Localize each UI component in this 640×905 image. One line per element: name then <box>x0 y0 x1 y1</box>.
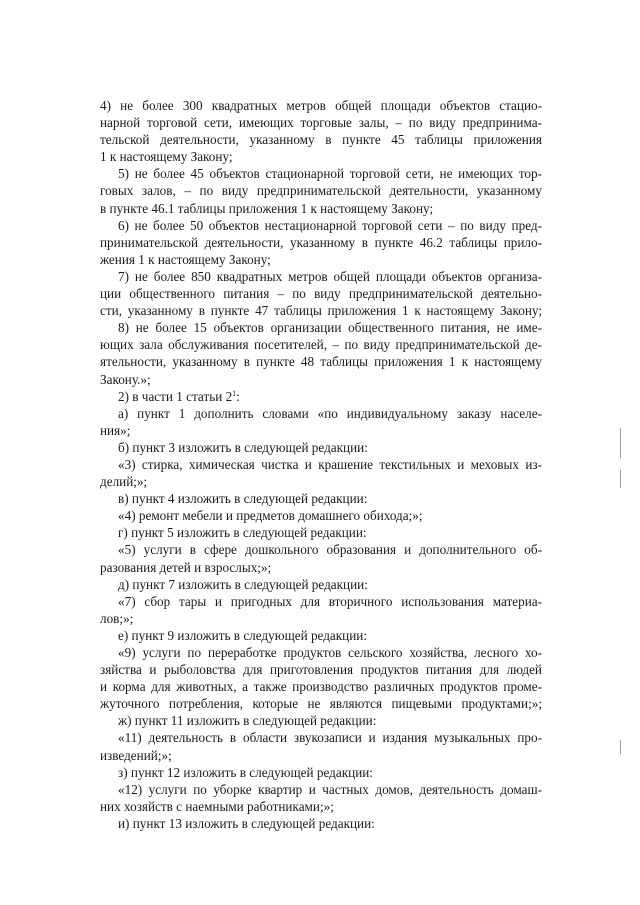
text-line <box>100 353 542 370</box>
line-text: в пункте 46.1 таблицы приложения 1 к настоящему Закону; <box>100 200 434 216</box>
text-line <box>100 781 542 798</box>
text-line <box>100 302 542 319</box>
line-text: з) пункт 12 изложить в следующей редакции: <box>118 764 373 780</box>
line-text: и корма для животных, а также производство различных продуктов проме- <box>100 679 542 695</box>
text-line <box>100 576 542 593</box>
text-line <box>100 371 542 388</box>
line-text: «4) ремонт мебели и предметов домашнего обихода;»; <box>118 508 423 524</box>
line-text: «3) стирка, химическая чистка и крашение текстильных и меховых из- <box>118 456 542 472</box>
text-line <box>100 661 542 678</box>
text-line <box>100 388 542 405</box>
text-line <box>100 524 542 541</box>
line-text: 2) в части 1 статьи 2 <box>118 388 233 404</box>
text-line <box>100 319 542 336</box>
scan-edge-mark <box>620 428 621 458</box>
line-text: е) пункт 9 изложить в следующей редакции: <box>118 627 368 643</box>
line-text: разования детей и взрослых;»; <box>100 559 272 575</box>
text-line <box>100 200 542 217</box>
line-text: ющих зала обслуживания посетителей, – по виду предпринимательской де- <box>100 337 542 353</box>
scan-edge-mark <box>620 740 621 754</box>
text-line <box>100 439 542 456</box>
text-line <box>100 559 542 576</box>
line-text: ж) пункт 11 изложить в следующей редакции: <box>118 713 377 729</box>
line-text: Закону.»; <box>100 371 151 387</box>
text-line <box>100 507 542 524</box>
line-text: тельской деятельности, указанному в пункте 45 таблицы приложения <box>100 132 542 148</box>
line-text: ции общественного питания – по виду предпринимательской деятельно- <box>100 286 542 302</box>
scan-edge-mark <box>620 470 621 488</box>
line-tail: : <box>236 388 240 404</box>
text-line <box>100 798 542 815</box>
line-text: 5) не более 45 объектов стационарной торговой сети, не имеющих тор- <box>118 166 542 182</box>
superscript: 1 <box>232 388 237 398</box>
line-text: д) пункт 7 изложить в следующей редакции: <box>118 576 368 592</box>
line-text: зяйства и рыболовства для приготовления продуктов питания для людей <box>100 662 542 678</box>
line-text: них хозяйств с наемными работниками;»; <box>100 798 334 814</box>
text-line <box>100 764 542 781</box>
line-text: 6) не более 50 объектов нестационарной торговой сети – по виду пред- <box>118 217 542 233</box>
text-line <box>100 251 542 268</box>
line-text: делий;»; <box>100 474 148 490</box>
text-line <box>100 217 542 234</box>
line-text: сти, указанному в пункте 47 таблицы приложения 1 к настоящему Закону; <box>100 303 542 319</box>
line-text: «12) услуги по уборке квартир и частных домов, деятельность домаш- <box>118 781 542 797</box>
text-line <box>100 695 542 712</box>
line-text: «7) сбор тары и пригодных для вторичного использования материа- <box>118 593 542 609</box>
text-line <box>100 729 542 746</box>
line-text: ния»; <box>100 422 131 438</box>
text-line <box>100 131 542 148</box>
text-line <box>100 422 542 439</box>
text-line <box>100 610 542 627</box>
text-line <box>100 490 542 507</box>
text-line <box>100 541 542 558</box>
line-text: лов;»; <box>100 610 134 626</box>
line-text: «9) услуги по переработке продуктов сельского хозяйства, лесного хо- <box>118 645 542 660</box>
line-text: жуточного потребления, которые не являются пищевыми продуктами;»; <box>100 696 542 712</box>
text-line <box>100 148 542 165</box>
line-text: 8) не более 15 объектов организации общественного питания, не име- <box>118 320 542 336</box>
line-text: жения 1 к настоящему Закону; <box>100 251 271 267</box>
text-line <box>100 336 542 353</box>
text-line <box>100 593 542 610</box>
line-text: принимательской деятельности, указанному в пункте 46.2 таблицы прило- <box>100 234 542 250</box>
line-text: «11) деятельность в области звукозаписи и издания музыкальных про- <box>118 730 542 746</box>
line-text: 7) не более 850 квадратных метров общей площади объектов организа- <box>118 268 542 284</box>
text-line <box>100 405 542 422</box>
line-text: 1 к настоящему Закону; <box>100 149 233 165</box>
document-body <box>100 97 542 832</box>
text-line <box>100 473 542 490</box>
text-line <box>100 165 542 182</box>
text-line <box>100 627 542 644</box>
line-text: а) пункт 1 дополнить словами «по индивидуальному заказу населе- <box>118 405 542 421</box>
line-text: «5) услуги в сфере дошкольного образования и дополнительного об- <box>118 542 542 558</box>
text-line <box>100 268 542 285</box>
text-line <box>100 285 542 302</box>
line-text: и) пункт 13 изложить в следующей редакции: <box>118 815 375 831</box>
text-line <box>100 97 542 114</box>
text-line <box>100 815 542 832</box>
text-line <box>100 182 542 199</box>
text-line <box>100 712 542 729</box>
line-text: г) пункт 5 изложить в следующей редакции: <box>118 525 367 541</box>
text-line <box>100 678 542 695</box>
line-text: ятельности, указанному в пункте 48 таблицы приложения 1 к настоящему <box>100 354 542 370</box>
line-text: в) пункт 4 изложить в следующей редакции: <box>118 491 368 507</box>
line-text: б) пункт 3 изложить в следующей редакции: <box>118 439 368 455</box>
line-text: говых залов, – по виду предпринимательской деятельности, указанному <box>100 183 542 199</box>
text-line <box>100 456 542 473</box>
text-line <box>100 114 542 131</box>
text-line <box>100 644 542 661</box>
line-text: нарной торговой сети, имеющих торговые залы, – по виду предпринима- <box>100 115 542 131</box>
text-line <box>100 234 542 251</box>
line-text: 4) не более 300 квадратных метров общей площади объектов стацио- <box>100 98 542 113</box>
text-line <box>100 747 542 764</box>
line-text: изведений;»; <box>100 747 172 763</box>
